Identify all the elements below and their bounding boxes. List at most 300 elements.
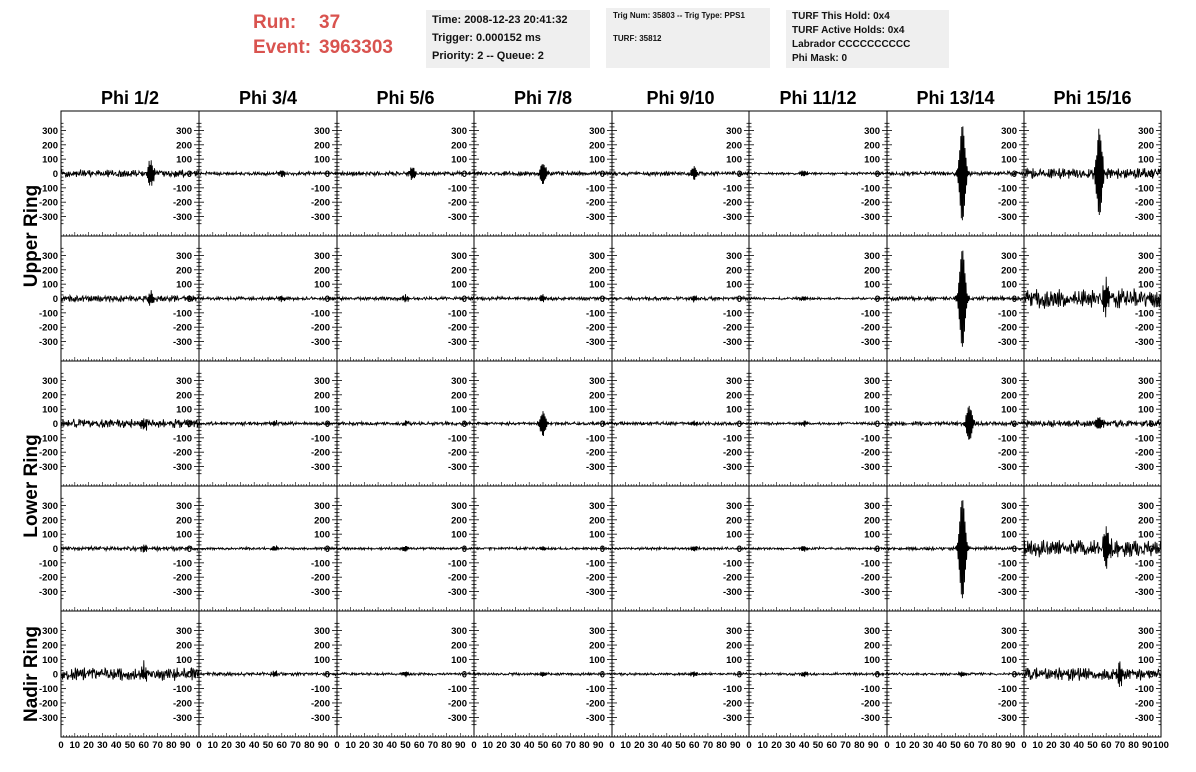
y-tick-label: 200 (1001, 140, 1017, 152)
x-tick-label: 10 (207, 740, 219, 751)
turf-this-hold-text: TURF This Hold: 0x4 (792, 11, 890, 22)
x-tick-label: 70 (290, 740, 301, 751)
y-tick-label: 0 (324, 419, 330, 430)
y-tick-label: 300 (42, 375, 58, 387)
y-tick-label: 100 (314, 279, 330, 291)
y-tick-label: 100 (589, 529, 605, 541)
y-tick-label: -100 (585, 308, 605, 320)
waveform-panel (1024, 611, 1161, 737)
y-tick-label: -100 (860, 433, 880, 445)
y-tick-label: 300 (314, 500, 330, 512)
x-tick-label: 70 (977, 740, 989, 751)
y-tick-label: -100 (38, 183, 58, 195)
x-tick-label: 50 (812, 740, 824, 751)
y-tick-label: -100 (447, 433, 467, 445)
y-tick-label: 300 (451, 500, 467, 512)
y-tick-label: 0 (599, 544, 605, 555)
y-tick-label: -100 (860, 683, 880, 695)
y-tick-label: 0 (736, 169, 742, 180)
event-label: Event: (253, 37, 312, 58)
waveform-trace (199, 296, 337, 303)
y-tick-label: -100 (585, 558, 605, 570)
y-tick-label: -100 (1134, 558, 1154, 570)
y-tick-label: -100 (722, 683, 742, 695)
x-tick-label: 70 (565, 740, 576, 751)
y-tick-label: -100 (585, 183, 605, 195)
x-tick-label: 20 (1046, 740, 1057, 751)
y-tick-label: 300 (176, 375, 192, 387)
y-tick-label: 0 (461, 669, 467, 681)
y-tick-label: 100 (589, 279, 605, 291)
y-tick-label: 300 (1001, 500, 1017, 512)
y-tick-label: 200 (451, 640, 467, 652)
y-tick-label: -200 (310, 698, 330, 710)
y-tick-label: 200 (864, 265, 880, 277)
waveform-trace (1024, 417, 1161, 428)
y-tick-label: -100 (860, 183, 880, 195)
x-tick-label: 60 (413, 740, 425, 751)
x-tick-label: 10 (69, 740, 81, 751)
y-tick-label: 300 (176, 125, 192, 137)
y-tick-label: -300 (172, 462, 192, 474)
y-tick-label: -200 (585, 322, 605, 334)
y-tick-label: 0 (1011, 169, 1017, 180)
y-tick-label: 100 (589, 404, 605, 416)
y-tick-label: -100 (38, 558, 58, 570)
y-tick-label: 0 (736, 419, 742, 430)
waveform-panel (749, 236, 887, 361)
x-tick-label: 80 (304, 740, 315, 751)
y-tick-label: -300 (997, 462, 1017, 474)
y-tick-label: 300 (589, 250, 605, 262)
y-tick-label: -300 (860, 712, 880, 724)
x-tick-label: 70 (1114, 740, 1126, 751)
y-tick-label: 300 (726, 250, 742, 262)
x-tick-label: 70 (427, 740, 439, 751)
waveform-trace (887, 672, 1024, 678)
x-tick-label: 10 (482, 740, 494, 751)
waveform-trace (337, 294, 474, 302)
y-tick-label: -300 (997, 337, 1017, 349)
x-tick-label: 30 (1059, 740, 1071, 751)
x-tick-label: 90 (179, 740, 191, 751)
y-tick-label: 100 (864, 529, 880, 541)
waveform-panel (749, 486, 887, 611)
waveform-panel (474, 236, 612, 361)
y-tick-label: 100 (42, 655, 58, 667)
y-tick-label: 0 (324, 544, 330, 555)
y-tick-label: 100 (176, 154, 192, 166)
x-tick-label: 60 (688, 740, 700, 751)
y-tick-label: -200 (1134, 197, 1154, 209)
y-tick-label: -300 (1134, 212, 1154, 224)
y-tick-label: 300 (314, 125, 330, 137)
x-tick-label: 20 (634, 740, 645, 751)
y-tick-label: -300 (38, 587, 58, 599)
y-tick-label: 100 (1138, 279, 1154, 291)
y-tick-label: -200 (722, 698, 742, 710)
left-axis-labels (39, 126, 58, 223)
y-tick-label: 100 (864, 154, 880, 166)
waveform-panel (1024, 486, 1161, 611)
y-tick-label: 0 (1011, 294, 1017, 305)
x-tick-label: 0 (884, 740, 890, 751)
y-tick-label: 300 (1001, 375, 1017, 387)
y-tick-label: 300 (1138, 125, 1154, 137)
y-tick-label: 0 (52, 419, 58, 430)
y-tick-label: -200 (447, 322, 467, 334)
time-text: Time: 2008-12-23 20:41:32 (432, 14, 568, 26)
y-tick-label: -100 (585, 433, 605, 445)
x-axis-labels (471, 740, 603, 751)
y-tick-label: -300 (447, 462, 467, 474)
y-tick-label: 200 (589, 390, 605, 402)
x-tick-label: 20 (909, 740, 920, 751)
waveform-trace (749, 546, 887, 552)
y-tick-label: -100 (997, 183, 1017, 195)
column-title: Phi 11/12 (779, 88, 857, 108)
y-tick-label: 0 (599, 669, 605, 681)
y-tick-label: 300 (42, 250, 58, 262)
y-tick-label: -300 (585, 337, 605, 349)
y-tick-label: 300 (451, 250, 467, 262)
y-tick-label: -200 (38, 572, 58, 584)
y-tick-label: 300 (589, 500, 605, 512)
y-tick-label: -300 (447, 212, 467, 224)
y-tick-label: 300 (314, 250, 330, 262)
waveform-panel (61, 611, 199, 737)
y-tick-label: 200 (589, 265, 605, 277)
y-tick-label: 100 (42, 279, 58, 291)
column-title: Phi 15/16 (1053, 88, 1132, 108)
y-tick-label: 100 (42, 404, 58, 416)
x-tick-label: 60 (276, 740, 288, 751)
y-tick-label: -200 (172, 698, 192, 710)
trig-num-text: Trig Num: 35803 -- Trig Type: PPS1 (613, 11, 745, 20)
labrador-text: Labrador CCCCCCCCCC (792, 39, 911, 50)
x-tick-label: 0 (471, 740, 477, 751)
x-tick-label: 80 (441, 740, 452, 751)
y-tick-label: 200 (42, 390, 58, 402)
y-tick-label: 200 (314, 640, 330, 652)
x-axis-labels (334, 740, 465, 751)
y-tick-label: -100 (1134, 308, 1154, 320)
y-tick-label: 300 (726, 125, 742, 137)
y-tick-label: 100 (451, 404, 467, 416)
y-tick-label: 200 (864, 640, 880, 652)
y-tick-label: -100 (172, 433, 192, 445)
y-tick-label: 300 (864, 250, 880, 262)
y-tick-label: 300 (1001, 250, 1017, 262)
y-tick-label: -100 (997, 558, 1017, 570)
waveform-trace (474, 294, 612, 302)
column-title: Phi 7/8 (513, 88, 573, 108)
x-tick-label: 80 (991, 740, 1002, 751)
y-tick-label: 200 (726, 640, 742, 652)
x-axis-labels (1021, 740, 1169, 751)
y-tick-label: 300 (176, 500, 192, 512)
y-tick-label: 100 (1001, 404, 1017, 416)
y-tick-label: 200 (726, 390, 742, 402)
x-tick-label: 60 (826, 740, 838, 751)
y-tick-label: -100 (1134, 183, 1154, 195)
x-tick-label: 90 (317, 740, 329, 751)
y-tick-label: 100 (1001, 154, 1017, 166)
x-tick-label: 80 (579, 740, 590, 751)
y-tick-label: 0 (461, 419, 467, 430)
y-tick-label: 200 (589, 640, 605, 652)
y-tick-label: -100 (172, 683, 192, 695)
waveform-panel (1024, 111, 1161, 236)
y-tick-label: 100 (1138, 404, 1154, 416)
y-tick-label: 0 (324, 294, 330, 305)
x-tick-label: 30 (922, 740, 934, 751)
x-tick-label: 0 (196, 740, 202, 751)
x-tick-label: 100 (1153, 740, 1169, 751)
y-tick-label: -300 (310, 712, 330, 724)
waveform-trace (612, 671, 749, 677)
y-tick-label: -200 (722, 197, 742, 209)
y-tick-label: 100 (314, 655, 330, 667)
y-tick-label: -200 (1134, 322, 1154, 334)
y-tick-label: 0 (186, 544, 192, 555)
y-tick-label: 200 (314, 515, 330, 527)
y-tick-label: -200 (860, 572, 880, 584)
y-tick-label: 300 (451, 375, 467, 387)
y-tick-label: 100 (451, 529, 467, 541)
y-tick-label: -100 (172, 308, 192, 320)
y-tick-label: -300 (860, 212, 880, 224)
y-tick-label: 0 (186, 294, 192, 305)
y-tick-label: 200 (176, 140, 192, 152)
x-axis-labels (884, 740, 1015, 751)
y-tick-label: 100 (314, 529, 330, 541)
y-tick-label: 0 (874, 294, 880, 305)
x-tick-label: 0 (334, 740, 340, 751)
waveform-trace (199, 171, 337, 178)
y-tick-label: 200 (589, 140, 605, 152)
y-tick-label: -300 (722, 337, 742, 349)
y-tick-label: -300 (38, 462, 58, 474)
waveform-panel (612, 361, 749, 486)
y-tick-label: 200 (176, 640, 192, 652)
waveform-panel (61, 486, 199, 611)
x-tick-label: 10 (895, 740, 906, 751)
column-title: Phi 9/10 (646, 88, 715, 108)
y-tick-label: 0 (186, 169, 192, 180)
x-tick-label: 80 (166, 740, 177, 751)
y-tick-label: -300 (38, 212, 58, 224)
y-tick-label: 200 (864, 390, 880, 402)
y-tick-label: 300 (42, 500, 58, 512)
y-tick-label: -200 (997, 197, 1017, 209)
x-tick-label: 20 (496, 740, 507, 751)
waveform-trace (612, 296, 749, 303)
y-tick-label: 200 (864, 140, 880, 152)
waveform-trace (61, 290, 199, 306)
waveform-panel (199, 361, 337, 486)
y-tick-label: 200 (589, 515, 605, 527)
y-tick-label: -300 (722, 462, 742, 474)
y-tick-label: -200 (172, 447, 192, 459)
y-tick-label: 0 (461, 294, 467, 305)
x-tick-label: 70 (152, 740, 163, 751)
y-tick-label: -100 (310, 183, 330, 195)
y-tick-label: -300 (172, 337, 192, 349)
y-tick-label: -200 (585, 572, 605, 584)
x-tick-label: 0 (609, 740, 615, 751)
y-tick-label: 0 (736, 669, 742, 681)
y-tick-label: 300 (176, 250, 192, 262)
x-tick-label: 0 (58, 740, 64, 751)
y-tick-label: -200 (722, 322, 742, 334)
y-tick-label: -100 (722, 308, 742, 320)
y-tick-label: -100 (38, 683, 58, 695)
y-tick-label: -100 (310, 683, 330, 695)
y-tick-label: -200 (38, 698, 58, 710)
y-tick-label: 0 (52, 169, 58, 180)
y-tick-label: 100 (726, 154, 742, 166)
event-value: 3963303 (319, 37, 393, 58)
y-tick-label: -100 (997, 433, 1017, 445)
y-tick-label: 100 (1001, 655, 1017, 667)
waveform-trace (749, 672, 887, 678)
y-tick-label: 0 (186, 669, 192, 681)
y-tick-label: -300 (172, 212, 192, 224)
y-tick-label: 300 (1001, 125, 1017, 137)
y-tick-label: 300 (589, 375, 605, 387)
x-tick-label: 20 (221, 740, 232, 751)
waveform-panel (612, 611, 749, 737)
y-tick-label: -200 (447, 197, 467, 209)
y-tick-label: 100 (1001, 529, 1017, 541)
x-tick-label: 0 (746, 740, 752, 751)
y-tick-label: 200 (42, 515, 58, 527)
y-tick-label: 100 (42, 154, 58, 166)
waveform-trace (612, 421, 749, 427)
y-tick-label: -100 (997, 683, 1017, 695)
y-tick-label: 0 (52, 294, 58, 305)
y-tick-label: -200 (997, 322, 1017, 334)
ring-label: Upper Ring (21, 184, 42, 288)
x-tick-label: 80 (854, 740, 865, 751)
x-tick-label: 30 (97, 740, 108, 751)
y-tick-label: 300 (176, 626, 192, 638)
y-tick-label: 300 (1001, 626, 1017, 638)
turf-text: TURF: 35812 (613, 34, 662, 43)
y-tick-label: -200 (38, 447, 58, 459)
y-tick-label: 100 (314, 404, 330, 416)
run-label: Run: (253, 12, 297, 33)
y-tick-label: 0 (52, 544, 58, 555)
x-tick-label: 40 (386, 740, 398, 751)
waveform-panel (199, 611, 337, 737)
waveform-panel (337, 236, 474, 361)
x-tick-label: 40 (523, 740, 535, 751)
y-tick-label: -100 (722, 183, 742, 195)
y-tick-label: 300 (1138, 500, 1154, 512)
x-tick-label: 70 (840, 740, 851, 751)
y-tick-label: 200 (1001, 515, 1017, 527)
left-axis-labels (39, 251, 58, 348)
y-tick-label: 100 (451, 279, 467, 291)
waveform-panel (61, 361, 199, 486)
y-tick-label: 0 (874, 169, 880, 180)
y-tick-label: -300 (1134, 712, 1154, 724)
y-tick-label: 200 (42, 140, 58, 152)
y-tick-label: -300 (585, 462, 605, 474)
x-tick-label: 0 (1021, 740, 1027, 751)
x-tick-label: 50 (950, 740, 961, 751)
y-tick-label: 300 (864, 125, 880, 137)
x-tick-label: 10 (757, 740, 769, 751)
y-tick-label: 300 (1138, 375, 1154, 387)
waveform-trace (474, 672, 612, 677)
phi-mask-text: Phi Mask: 0 (792, 53, 848, 64)
y-tick-label: 0 (736, 544, 742, 555)
waveform-panel (887, 486, 1024, 611)
waveform-panel (887, 361, 1024, 486)
y-tick-label: -100 (447, 183, 467, 195)
y-tick-label: 100 (726, 279, 742, 291)
x-tick-label: 70 (702, 740, 714, 751)
y-tick-label: 300 (864, 500, 880, 512)
x-tick-label: 50 (1087, 740, 1098, 751)
waveform-panel (199, 486, 337, 611)
x-tick-label: 40 (661, 740, 673, 751)
y-tick-label: 100 (864, 655, 880, 667)
x-tick-label: 90 (867, 740, 879, 751)
y-tick-label: 100 (589, 655, 605, 667)
waveform-panel (749, 611, 887, 737)
y-tick-label: -200 (447, 698, 467, 710)
x-tick-label: 40 (936, 740, 948, 751)
x-tick-label: 10 (1032, 740, 1043, 751)
y-tick-label: -300 (172, 712, 192, 724)
y-tick-label: -200 (172, 197, 192, 209)
y-tick-label: -300 (997, 212, 1017, 224)
y-tick-label: 200 (314, 390, 330, 402)
y-tick-label: -200 (860, 197, 880, 209)
waveform-trace (749, 421, 887, 427)
y-tick-label: -200 (310, 572, 330, 584)
y-tick-label: 100 (864, 404, 880, 416)
y-tick-label: -300 (997, 712, 1017, 724)
y-tick-label: -200 (38, 322, 58, 334)
y-tick-label: -200 (172, 322, 192, 334)
y-tick-label: 200 (176, 390, 192, 402)
waveform-panel (612, 486, 749, 611)
x-tick-label: 40 (110, 740, 122, 751)
y-tick-label: 200 (1001, 265, 1017, 277)
y-tick-label: -100 (585, 683, 605, 695)
waveform-panel (61, 236, 199, 361)
waveform-trace (749, 171, 887, 177)
y-tick-label: -200 (1134, 572, 1154, 584)
y-tick-label: 300 (726, 626, 742, 638)
waveform-trace (612, 166, 749, 180)
y-tick-label: -200 (310, 447, 330, 459)
y-tick-label: -100 (997, 308, 1017, 320)
waveform-trace (199, 546, 337, 551)
waveform-panel (337, 111, 474, 236)
waveform-panel (474, 486, 612, 611)
x-tick-label: 40 (1073, 740, 1085, 751)
x-tick-label: 80 (1128, 740, 1139, 751)
y-tick-label: 0 (1148, 169, 1154, 180)
y-tick-label: 200 (1138, 390, 1154, 402)
y-tick-label: -100 (310, 308, 330, 320)
